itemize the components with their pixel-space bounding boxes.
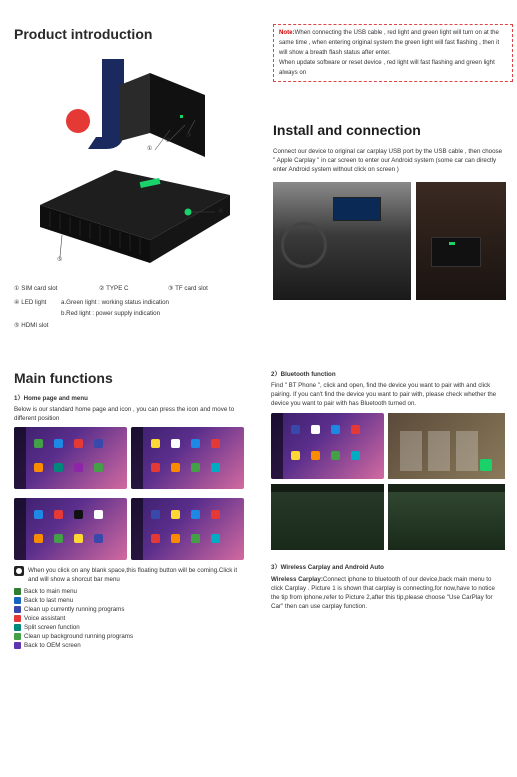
microphone-icon (14, 615, 21, 622)
menu-item-voice: Voice assistant (14, 614, 133, 623)
legend-hdmi: ⑤ HDMI slot (14, 322, 49, 329)
oem-icon (14, 642, 21, 649)
car-dashboard-photo (273, 182, 411, 300)
steering-wheel (281, 222, 327, 268)
note-label: Note: (279, 29, 295, 36)
menu-item-split: Split screen function (14, 623, 133, 632)
floating-button-icon (14, 566, 24, 576)
carplay-screen-2 (388, 484, 505, 550)
back-icon (14, 597, 21, 604)
note-text-2: When update software or reset device , red light will fast flashing and green light always on (279, 59, 495, 76)
wireless-paragraph (271, 575, 505, 611)
wireless-text: Connect iphone to bluetooth of our device,back main menu to click Carplay . Picture 1 is shown that carplay is connecting,for now,have to notice the tip from iphone,refer to Picture 2,after this tip,please choose "Use CarPlay for Car" then can use carplay function. (271, 576, 495, 610)
bt-screen-1 (271, 413, 384, 479)
menu-item-oem: Back to OEM screen (14, 641, 133, 650)
note-text: When connecting the USB cable , red light and green light will turn on at the same time , when entering original system the green light will fast flashing , then it will show a breath flash status after enter. (279, 29, 500, 56)
callout-4: ④ (218, 208, 224, 215)
logo-navy-shape (88, 59, 124, 149)
product-title: Product introduction (14, 26, 153, 42)
bt-text: Find " BT Phone ", click and open, find the device you want to pair with and click pairing. If you can't find the device you want to pair with, please check whether the device you want to pair with has Bluetooth turned on. (271, 382, 497, 407)
clean-icon (14, 606, 21, 613)
shortcut-menu-list (14, 587, 133, 650)
legend-sim: ① SIM card slot (14, 285, 58, 292)
home-icon (14, 588, 21, 595)
legend-red-light: b.Red light : power supply indication (61, 310, 161, 317)
callout-1: ① (147, 145, 153, 152)
home-text: Below is our standard home page and icon , you can press the icon and move to different position (14, 406, 235, 422)
device-in-car-photo (416, 182, 506, 300)
cleanup-icon (14, 633, 21, 640)
bt-dialpad-screen (388, 413, 505, 479)
carplay-screen-1 (271, 484, 384, 550)
legend-tf: ③ TF card slot (168, 285, 208, 292)
menu-item-back-last: Back to last menu (14, 596, 133, 605)
home-screen-2 (131, 427, 244, 489)
wireless-label: Wireless Carplay: (271, 576, 323, 583)
product-illustration (30, 45, 255, 275)
logo-red-dot (66, 109, 90, 133)
install-title: Install and connection (273, 122, 421, 138)
legend-led: ④ LED light (14, 299, 47, 306)
split-screen-icon (14, 624, 21, 631)
wireless-heading: 3）Wireless Carplay and Android Auto (271, 564, 384, 571)
callout-5: ⑤ (57, 256, 63, 263)
legend-green-light: a.Green light : working status indication (61, 299, 169, 306)
main-functions-title: Main functions (14, 370, 113, 386)
callout-3: ③ (186, 132, 192, 139)
home-screen-1 (14, 427, 127, 489)
callout-2: ② (165, 137, 171, 144)
install-text: Connect our device to original car carplay USB port by the USB cable , then choose " Apple Carplay " in car screen to enter our Android system (some car can directly enter Android system without click on screen ) (273, 148, 503, 173)
led-light-icon (185, 209, 192, 216)
menu-item-back-main: Back to main menu (14, 587, 133, 596)
home-screen-4 (131, 498, 244, 560)
car-screen (333, 197, 381, 221)
home-screen-3 (14, 498, 127, 560)
device-in-car (431, 237, 481, 267)
floating-text: When you click on any blank space,this floating button will be coming.Click it and will show a shorcut bar menu (28, 567, 238, 583)
dialpad (400, 431, 480, 471)
legend-typec: ② TYPE C (99, 285, 129, 292)
home-heading: 1）Home page and menu (14, 395, 88, 402)
note-box (273, 24, 513, 82)
bt-heading: 2）Bluetooth function (271, 371, 336, 378)
call-icon (480, 459, 492, 471)
menu-item-clean-background: Clean up background running programs (14, 632, 133, 641)
device-side-view (150, 73, 205, 157)
menu-item-clean-current: Clean up currently running programs (14, 605, 133, 614)
